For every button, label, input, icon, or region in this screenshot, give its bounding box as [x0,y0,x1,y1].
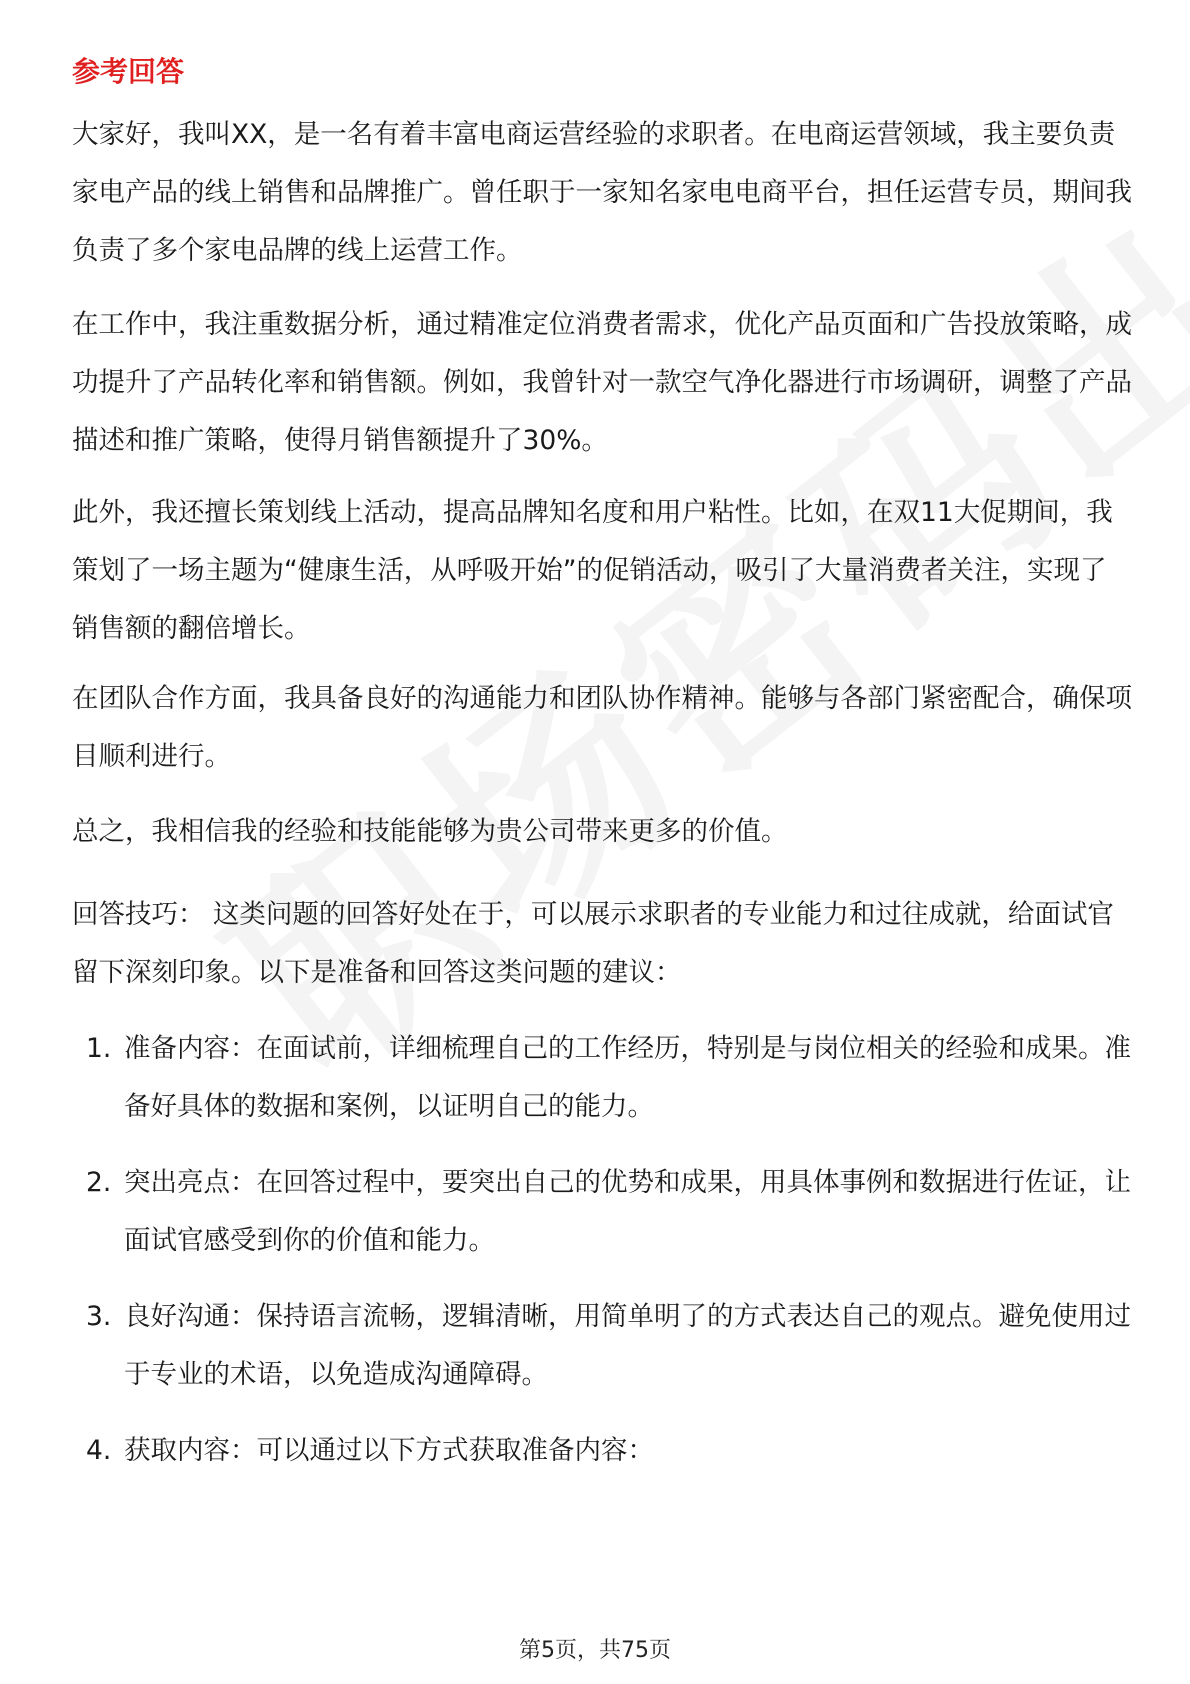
list-number: 1. [86,1033,112,1064]
page-number: 第5页，共75页 [519,1638,671,1663]
paragraph-activity: 此外，我还擅长策划线上活动，提高品牌知名度和用户粘性。比如，在双11大促期间，我策划了一场主题为“健康生活，从呼吸开始”的促销活动，吸引了大量消费者关注，实现了销售额的翻倍增长。 [72,497,1113,644]
section-heading: 参考回答 [72,55,185,88]
paragraph-tips: 回答技巧： 这类问题的回答好处在于，可以展示求职者的专业能力和过往成就，给面试官留下深刻印象。以下是准备和回答这类问题的建议： [72,899,1114,988]
list-text: 获取内容：可以通过以下方式获取准备内容： [124,1435,654,1466]
list-number: 2. [86,1167,112,1198]
list-text: 良好沟通：保持语言流畅，逻辑清晰，用简单明了的方式表达自己的观点。避免使用过于专业的术语，以免造成沟通障碍。 [124,1301,1131,1390]
list-number: 3. [86,1301,112,1332]
list-number: 4. [86,1435,112,1466]
paragraph-intro: 大家好，我叫XX，是一名有着丰富电商运营经验的求职者。在电商运营领域，我主要负责家电产品的线上销售和品牌推广。曾任职于一家知名家电电商平台，担任运营专员，期间我负责了多个家电品牌的线上运营工作。 [72,119,1132,266]
paragraph-teamwork: 在团队合作方面，我具备良好的沟通能力和团队协作精神。能够与各部门紧密配合，确保项目顺利进行。 [72,683,1132,772]
paragraph-work: 在工作中，我注重数据分析，通过精准定位消费者需求，优化产品页面和广告投放策略，成功提升了产品转化率和销售额。例如，我曾针对一款空气净化器进行市场调研，调整了产品描述和推广策略，使得月销售额提升了30%。 [72,309,1132,456]
list-text: 突出亮点：在回答过程中，要突出自己的优势和成果，用具体事例和数据进行佐证，让面试官感受到你的价值和能力。 [124,1167,1131,1256]
list-text: 准备内容：在面试前，详细梳理自己的工作经历，特别是与岗位相关的经验和成果。准备好具体的数据和案例，以证明自己的能力。 [124,1033,1131,1122]
paragraph-summary: 总之，我相信我的经验和技能能够为贵公司带来更多的价值。 [72,816,788,847]
